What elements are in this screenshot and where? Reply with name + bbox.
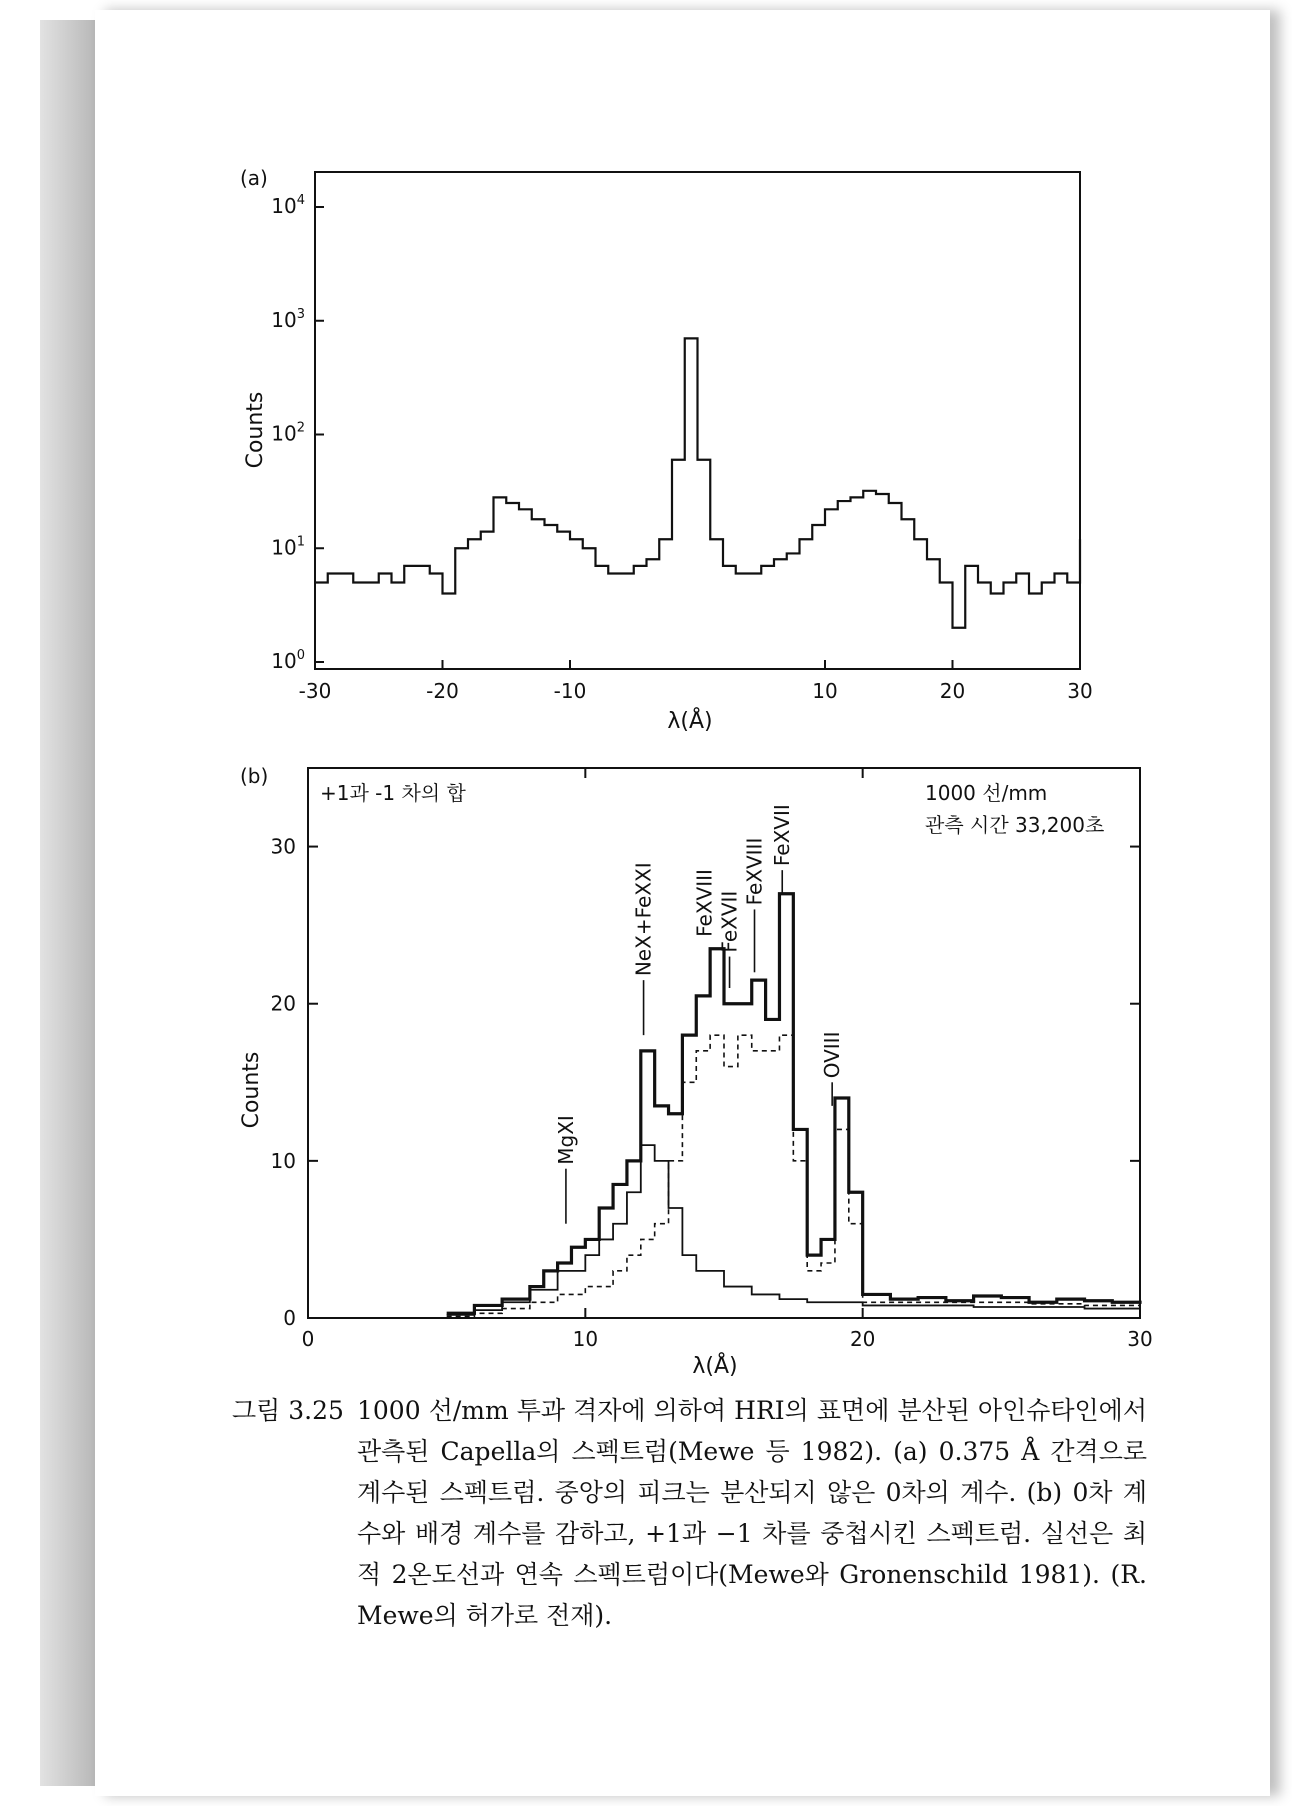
panel-a-xtick-label: -10 <box>553 679 587 703</box>
panel-b-continuum-line <box>447 1145 1140 1315</box>
panel-a-xtick-label: 10 <box>812 679 838 703</box>
panel-b-label: (b) <box>240 764 269 788</box>
panel-b-line-label: NeX+FeXXI <box>631 862 656 977</box>
panel-a-xtick-label: -20 <box>426 679 459 703</box>
panel-b-line-label: MgXI <box>553 1115 578 1165</box>
panel-b-xtick-label: 0 <box>301 1327 315 1351</box>
panel-b-xlabel: λ(Å) <box>692 1354 738 1379</box>
panel-a-xlabel: λ(Å) <box>667 709 713 734</box>
panel-b-ytick-label: 10 <box>270 1148 296 1173</box>
figure-number: 그림 3.25 <box>232 1396 344 1425</box>
panel-b-total-fit-line <box>447 894 1140 1314</box>
panel-b-xtick-label: 10 <box>572 1327 599 1351</box>
panel-b-note-right-1: 1000 선/mm <box>925 781 1048 805</box>
panel-b-line-label: FeXVII <box>770 804 795 867</box>
panel-a-ytick-label: $10^0$ <box>271 648 305 673</box>
panel-a-ytick-label: $10^2$ <box>271 420 305 446</box>
panel-b-note-left: +1과 -1 차의 합 <box>320 781 466 805</box>
panel-b-frame <box>308 768 1140 1318</box>
panel-b-line-label: FeXVII <box>717 890 742 953</box>
caption-text: 1000 선/mm 투과 격자에 의하여 HRI의 표면에 분산된 아인슈타인에서 관측된 Capella의 스펙트럼(Mewe 등 1982). (a) 0.375 Å 간격으로 계수된 스펙트럼. 중앙의 피크는 분산되지 않은 0차의 계수. (b) 0차 계수와 배경 계수를 감하고, +1과 −1 차를 중첩시킨 스펙트럼. 실선은 최적 2온도선과 연속 스펙트럼이다(Mewe와 Gronenschild 1981). (R. Mewe의 허가로 전재). <box>357 1396 1147 1630</box>
panel-b-ylabel: Counts <box>239 1051 264 1129</box>
panel-a-ytick-label: $10^3$ <box>271 306 305 332</box>
panel-b-xtick-label: 20 <box>849 1327 876 1351</box>
panel-b-xtick-label: 30 <box>1127 1327 1153 1351</box>
panel-a-xtick-label: -30 <box>298 679 332 703</box>
panel-a-label: (a) <box>240 166 268 190</box>
panel-a-ytick-label: $10^4$ <box>271 193 305 218</box>
panel-a-ytick-label: $10^1$ <box>271 534 305 560</box>
panel-b-line-label: OVIII <box>820 1031 845 1079</box>
panel-a-ylabel: Counts <box>243 391 268 469</box>
panel-b-line-label: FeXVIII <box>692 869 717 937</box>
panel-a-xtick-label: 20 <box>939 679 966 703</box>
panel-b-ytick-label: 30 <box>270 834 296 859</box>
panel-a-xtick-label: 30 <box>1067 679 1093 703</box>
panel-b-line-label: FeXVIII <box>742 837 767 906</box>
panel-b-ytick-label: 0 <box>283 1306 296 1330</box>
panel-b-ytick-label: 20 <box>270 991 296 1016</box>
panel-b-note-right-2: 관측 시간 33,200초 <box>925 813 1105 837</box>
